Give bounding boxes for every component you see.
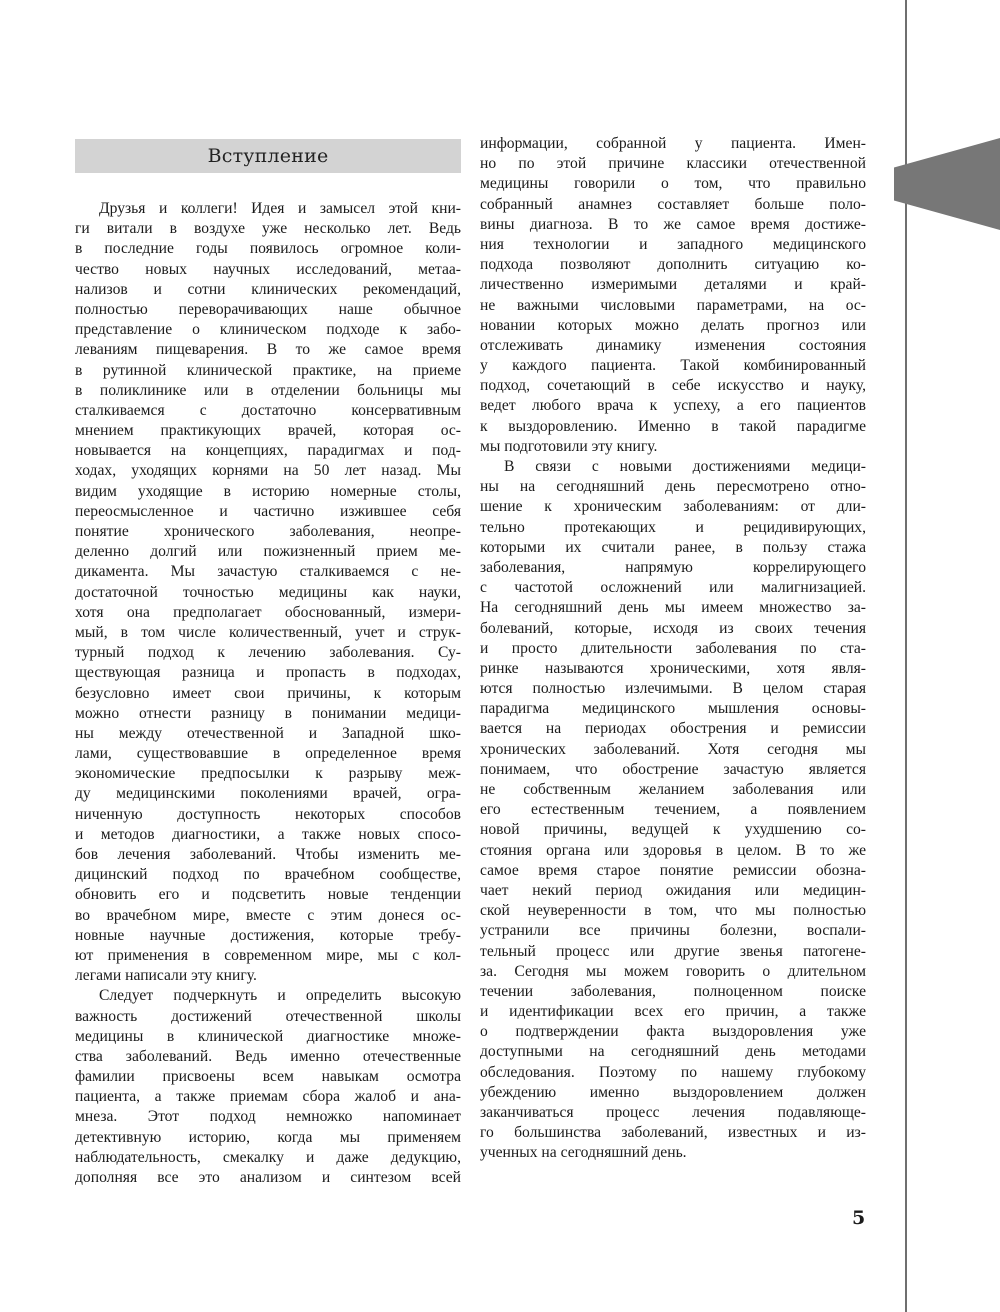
text-line: шение к хроническим заболеваниям: от дли- xyxy=(480,498,866,516)
text-line: чество новых научных исследований, метаа- xyxy=(75,260,461,278)
text-line: к выздоровлению. Именно в такой парадигме xyxy=(480,417,866,435)
text-line: его естественным течением, а появлением xyxy=(480,801,866,819)
text-line: заболевания, напрямую коррелирующего xyxy=(480,558,866,576)
text-line: турный подход к лечению заболевания. Су- xyxy=(75,644,461,662)
text-line: пациента, а также приемам сбора жалоб и ана- xyxy=(75,1088,461,1106)
page-number: 5 xyxy=(852,1207,866,1229)
text-line: в поликлинике или в отделении больницы мы xyxy=(75,381,461,399)
text-line: хотя она предполагает обоснованный, измери- xyxy=(75,603,461,621)
text-line: хронических заболеваний. Хотя сегодня мы xyxy=(480,740,866,758)
text-line: стояния органа или здоровья в целом. В то же xyxy=(480,841,866,859)
text-line: Следует подчеркнуть и определить высокую xyxy=(99,987,461,1005)
text-line: подхода позволяют дополнить ситуацию ко- xyxy=(480,256,866,274)
text-line: тельно протекающих и рецидивирующих, xyxy=(480,518,866,536)
text-line: и методов диагностики, а также новых спосо- xyxy=(75,825,461,843)
text-line: ду медицинскими поколениями врачей, огра- xyxy=(75,785,461,803)
text-line: безусловно имеет свои причины, к которым xyxy=(75,684,461,702)
text-line: новывается на концепциях, парадигмах и под- xyxy=(75,442,461,460)
text-line: в рутинной клинической практике, на приеме xyxy=(75,361,461,379)
text-line: медицины в клинической диагностике множе- xyxy=(75,1027,461,1045)
text-line: парадигма медицинского мышления основы- xyxy=(480,700,866,718)
page-title: Вступление xyxy=(207,145,329,167)
text-line: лами, существовавшие в определенное время xyxy=(75,745,461,763)
left-column xyxy=(75,199,461,1188)
text-line: новой причины, ведущей к ухудшению со- xyxy=(480,821,866,839)
text-line: ги витали в воздухе уже несколько лет. Ведь xyxy=(75,220,461,238)
text-line: новные научные достижения, которые требу- xyxy=(75,926,461,944)
heading-box xyxy=(75,139,461,173)
text-line: собранный анамнез составляет больше поло- xyxy=(480,195,866,213)
text-line: которыми их считали ранее, в пользу стажа xyxy=(480,538,866,556)
text-line: и просто длительности заболевания по ста- xyxy=(480,639,866,657)
text-line: болеваний, которые, исходя из своих течения xyxy=(480,619,866,637)
text-line: достаточной точностью медицины как науки, xyxy=(75,583,461,601)
right-column xyxy=(480,134,866,1164)
text-line: вины диагноза. В то же самое время достиже- xyxy=(480,215,866,233)
text-line: отслеживать динамику изменения состояния xyxy=(480,336,866,354)
text-line: сталкиваемся с достаточно консервативным xyxy=(75,401,461,419)
text-line: и идентификации всех его причин, а также xyxy=(480,1003,866,1021)
text-line: понятие хронического заболевания, неопре- xyxy=(75,523,461,540)
text-line: детективную историю, когда мы применяем xyxy=(75,1128,461,1146)
text-line: личественно измеримыми деталями и край- xyxy=(480,276,866,294)
text-line: В связи с новыми достижениями медици- xyxy=(504,458,866,475)
text-line: ринке называются хроническими, хотя явля- xyxy=(480,659,866,677)
text-line: чает некий период ожидания или медицин- xyxy=(480,881,866,899)
text-line: мый, в том числе количественный, учет и струк- xyxy=(75,623,461,641)
text-line: подход, сочетающий в себе искусство и науку, xyxy=(480,377,866,395)
text-line: ны на сегодняшний день пересмотрено отно- xyxy=(480,478,866,496)
text-line: дикамента. Мы зачастую сталкиваемся с не- xyxy=(75,563,461,581)
text-line: фамилии присвоены всем навыкам осмотра xyxy=(75,1068,461,1086)
text-line: за. Сегодня мы можем говорить о длительном xyxy=(480,962,866,980)
text-line: обновить его и подсветить новые тенденции xyxy=(75,886,461,904)
text-line: дополняя все это анализом и синтезом всей xyxy=(75,1169,461,1186)
text-line: леваниям пищеварения. В то же самое время xyxy=(75,341,461,359)
text-line: переосмысленное и частично изжившее себя xyxy=(75,502,461,520)
text-line: Друзья и коллеги! Идея и замысел этой кни- xyxy=(99,200,461,217)
text-line: с частотой осложнений или малигнизацией. xyxy=(480,579,866,597)
text-line: ской неуверенности в том, что мы полностью xyxy=(480,902,866,920)
text-line: доступными на сегодняшний день методами xyxy=(480,1043,866,1061)
text-line: ют применения в современном мире, мы с кол- xyxy=(75,946,461,964)
text-line: го большинства заболеваний, известных и из- xyxy=(480,1124,866,1142)
text-line: ются полностью излечимыми. В целом старая xyxy=(480,680,866,698)
text-line: ведет любого врача к успеху, а его пациентов xyxy=(480,397,866,415)
text-line: На сегодняшний день мы имеем множество за- xyxy=(480,599,866,617)
text-line: можно отнести разницу в понимании медици- xyxy=(75,704,461,722)
text-line: представление о клиническом подходе к забо- xyxy=(75,321,461,339)
text-line: нализов и сотни клинических рекомендаций, xyxy=(75,280,461,298)
text-line: деленно долгий или пожизненный прием ме- xyxy=(75,543,461,561)
text-line: ученных на сегодняшний день. xyxy=(480,1144,687,1162)
text-line: течении заболевания, полноценном поиске xyxy=(480,982,866,1000)
text-line: легами написали эту книгу. xyxy=(75,967,257,985)
text-line: ния технологии и западного медицинского xyxy=(480,235,866,253)
text-line: мнеза. Этот подход немножко напоминает xyxy=(75,1108,461,1126)
text-line: но по этой причине классики отечественной xyxy=(480,155,866,173)
text-line: о подтверждении факта выздоровления уже xyxy=(480,1023,866,1041)
text-line: ны между отечественной и Западной шко- xyxy=(75,724,461,742)
text-line: обследования. Поэтому по нашему глубокому xyxy=(480,1063,866,1081)
text-line: информации, собранной у пациента. Имен- xyxy=(480,135,866,152)
text-line: медицины говорили о том, что правильно xyxy=(480,175,866,193)
text-line: ществующая разница и пропасть в подходах, xyxy=(75,664,461,682)
text-line: бов лечения заболеваний. Чтобы изменить ме- xyxy=(75,846,461,863)
text-line: не собственным желанием заболевания или xyxy=(480,781,866,798)
text-line: полностью переворачивающих наше обычное xyxy=(75,300,461,318)
text-line: вается на периодах обострения и ремиссии xyxy=(480,720,866,738)
text-line: понимаем, что обострение зачастую является xyxy=(480,760,866,778)
text-line: во врачебном мире, вместе с этим донеся ос- xyxy=(75,906,461,924)
text-line: новании которых можно делать прогноз или xyxy=(480,316,866,334)
text-line: видим уходящие в историю номерные столы, xyxy=(75,482,461,500)
text-line: самое время старое понятие ремиссии обозна- xyxy=(480,861,866,879)
text-line: устранили все причины болезни, воспали- xyxy=(480,922,866,940)
text-line: дицинский подход по врачебном сообществе, xyxy=(75,866,461,884)
text-line: мы подготовили эту книгу. xyxy=(480,437,658,455)
text-line: мнением практикующих врачей, которая ос- xyxy=(75,422,461,440)
text-line: заканчиваться процесс лечения подавляюще- xyxy=(480,1104,866,1121)
chapter-thumb-tab xyxy=(894,138,1000,230)
text-line: наблюдательность, смекалку и даже дедукцию, xyxy=(75,1148,461,1166)
text-line: ниченную доступность некоторых способов xyxy=(75,805,461,823)
text-line: убеждению именно выздоровлением должен xyxy=(480,1083,866,1101)
text-line: важность достижений отечественной школы xyxy=(75,1007,461,1025)
text-line: экономические предпосылки к разрыву меж- xyxy=(75,765,461,783)
text-line: у каждого пациента. Такой комбинированный xyxy=(480,357,866,375)
text-line: ходах, уходящих корнями на 50 лет назад. Мы xyxy=(75,462,461,480)
text-line: не важными числовыми параметрами, на ос- xyxy=(480,296,866,314)
text-line: ства заболеваний. Ведь именно отечественные xyxy=(75,1047,461,1065)
text-line: тельный процесс или другие звенья патогене- xyxy=(480,942,866,960)
text-line: в последние годы появилось огромное коли- xyxy=(75,240,461,258)
